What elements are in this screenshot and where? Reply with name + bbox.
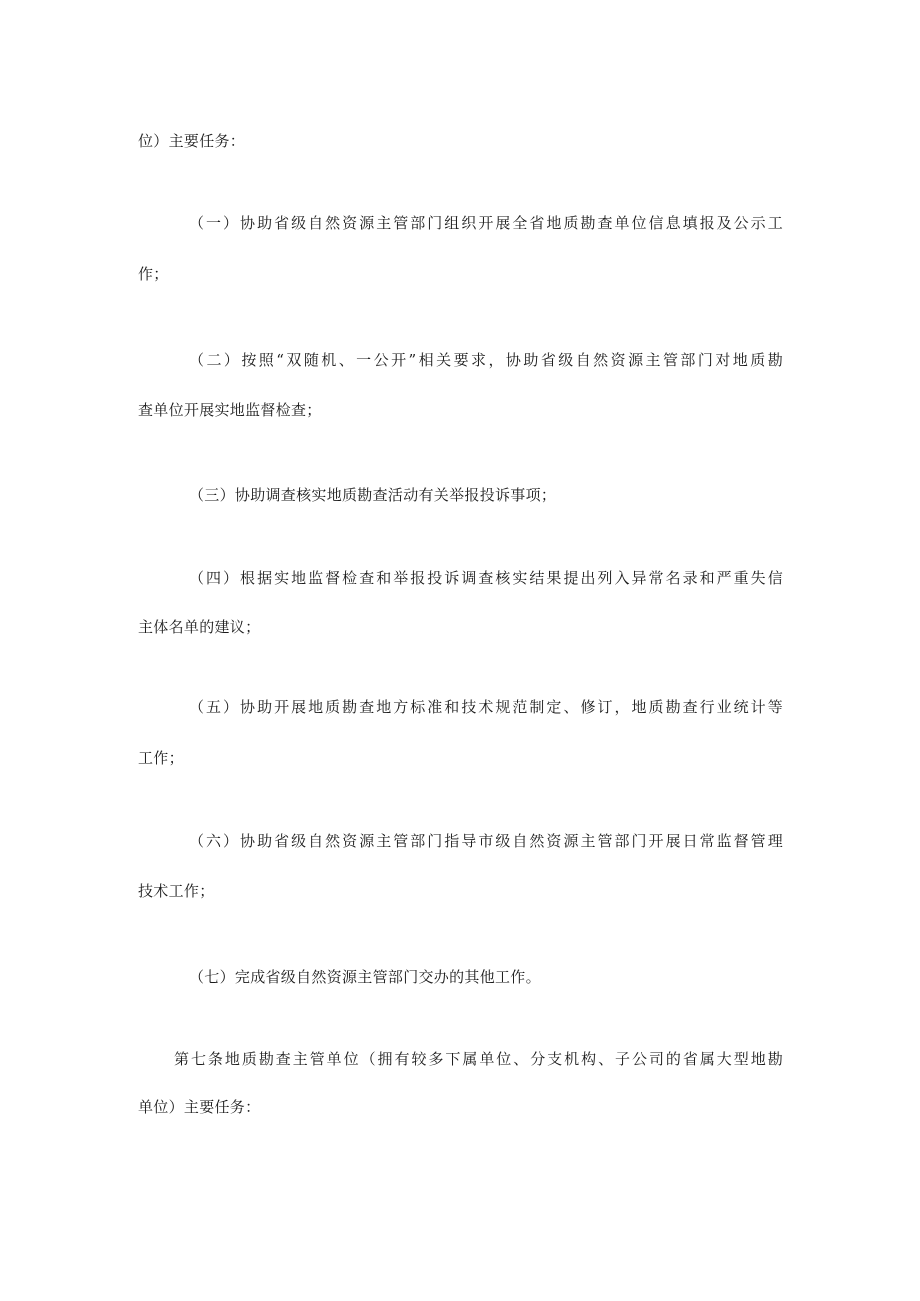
item-6-line-1: （六）协助省级自然资源主管部门指导市级自然资源主管部门开展日常监督管理: [189, 832, 783, 850]
item-5-line-2: 工作；: [138, 749, 184, 767]
item-5-line-1: （五）协助开展地质勘查地方标准和技术规范制定、修订，地质勘查行业统计等: [189, 698, 783, 716]
item-2-line-1: （二）按照“双随机、一公开”相关要求，协助省级自然资源主管部门对地质勘: [189, 351, 783, 369]
item-2-line-2: 查单位开展实地监督检查；: [138, 401, 322, 419]
item-7-line-1: （七）完成省级自然资源主管部门交办的其他工作。: [189, 968, 541, 986]
article-7-line-2: 单位）主要任务：: [138, 1098, 261, 1116]
item-6-line-2: 技术工作；: [138, 882, 215, 900]
paragraph-continuation-line: 位）主要任务：: [138, 132, 246, 150]
item-4-line-1: （四）根据实地监督检查和举报投诉调查核实结果提出列入异常名录和严重失信: [189, 569, 783, 587]
item-1-line-1: （一）协助省级自然资源主管部门组织开展全省地质勘查单位信息填报及公示工: [189, 214, 783, 232]
item-1-line-2: 作；: [138, 265, 169, 283]
item-4-line-2: 主体名单的建议；: [138, 618, 261, 636]
item-3-line-1: （三）协助调查核实地质勘查活动有关举报投诉事项；: [189, 486, 557, 504]
article-7-line-1: 第七条地质勘查主管单位（拥有较多下属单位、分支机构、子公司的省属大型地勘: [174, 1050, 783, 1068]
